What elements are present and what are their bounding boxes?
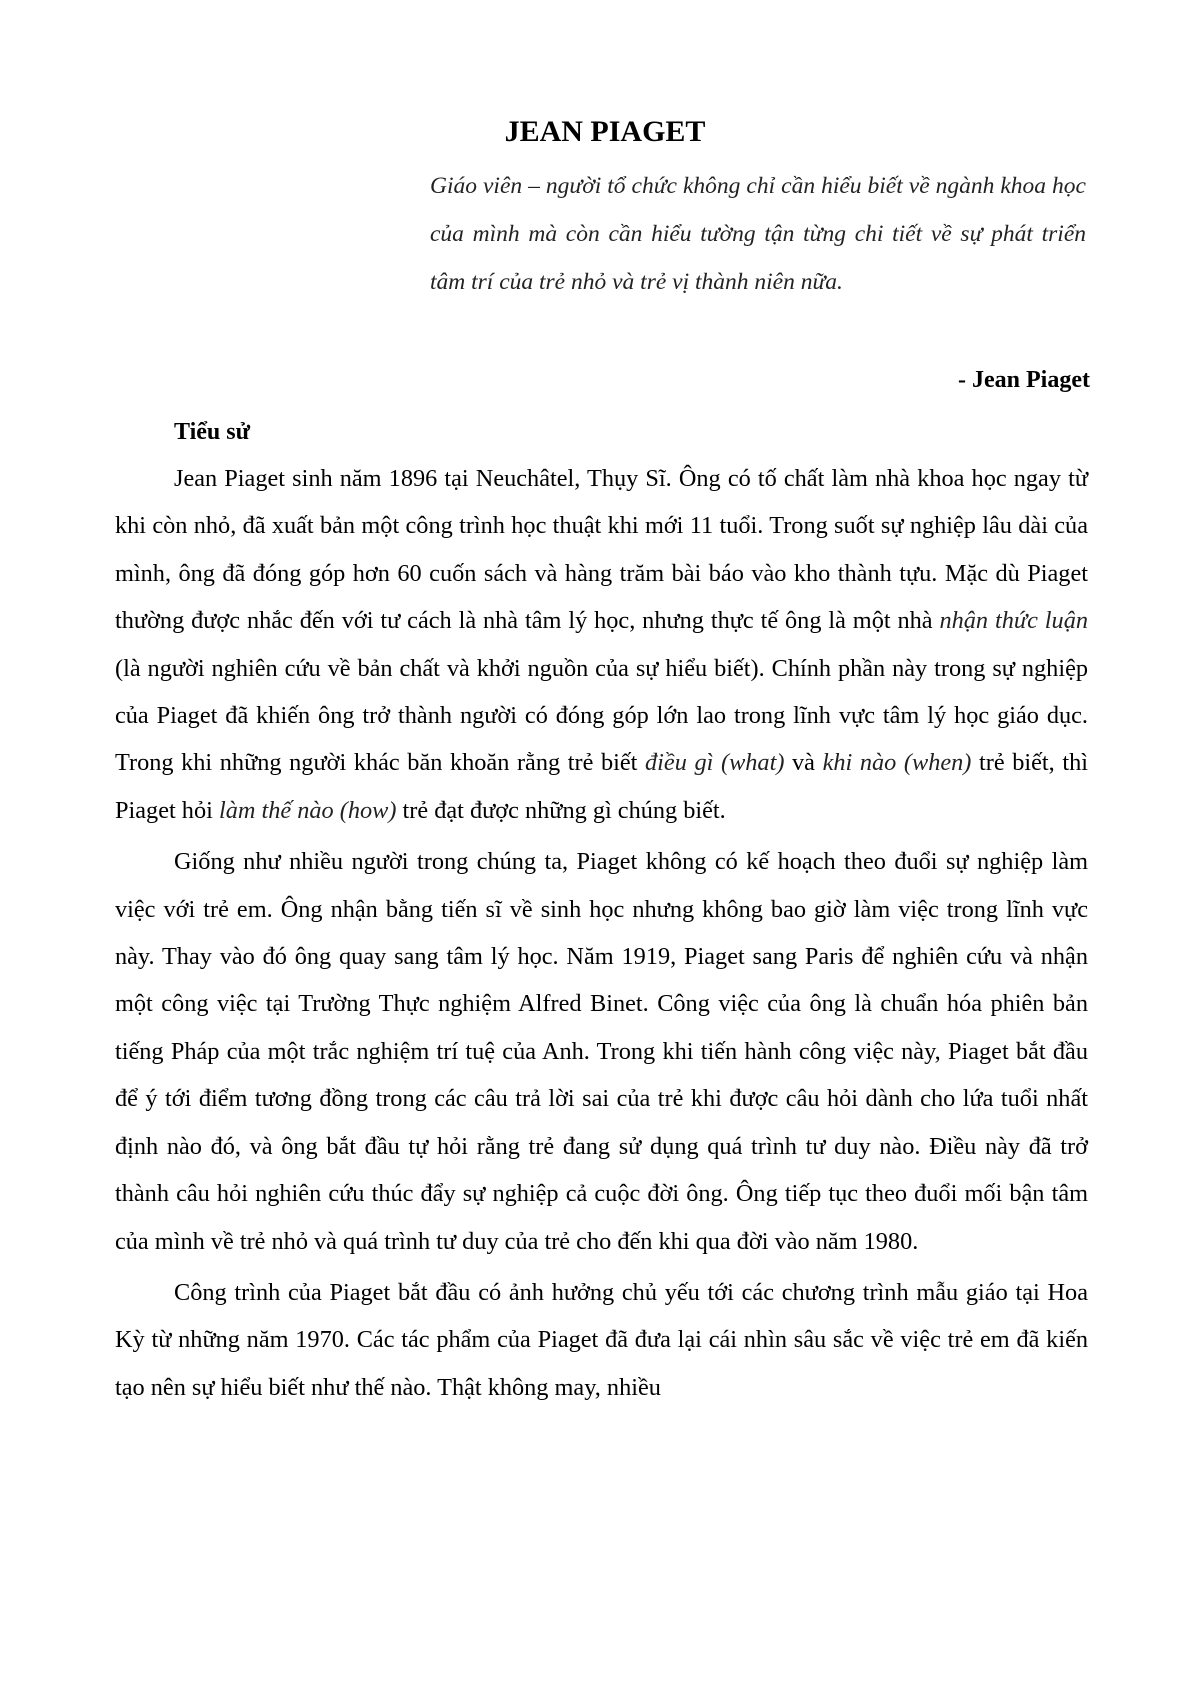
epigraph-attribution: - Jean Piaget — [958, 367, 1090, 393]
term-how: làm thế nào (how) — [218, 796, 397, 824]
term-what: điều gì (what) — [645, 749, 785, 777]
paragraph-1-part-4: trẻ biết, thì Piaget hỏi — [115, 749, 1088, 824]
document-title — [0, 112, 1200, 152]
epigraph-quote: Giáo viên – người tổ chức không chỉ cần hiểu biết về ngành khoa học của mình mà còn cần hiểu tường tận từng chi tiết về sự phát triển tâm trí của trẻ nhỏ và trẻ vị thành niên nữa. — [430, 173, 1086, 295]
body-text — [115, 455, 1088, 1412]
paragraph-1-part-5: trẻ đạt được những gì chúng biết. — [396, 796, 726, 824]
paragraph-3: Công trình của Piaget bắt đầu có ảnh hưởng chủ yếu tới các chương trình mẫu giáo tại Hoa Kỳ từ những năm 1970. Các tác phẩm của Piaget đã đưa lại cái nhìn sâu sắc về việc trẻ em đã kiến tạo nên sự hiểu biết như thế nào. Thật không may, nhiều — [115, 1278, 1088, 1401]
paragraph-2: Giống như nhiều người trong chúng ta, Piaget không có kế hoạch theo đuổi sự nghiệp làm việc với trẻ em. Ông nhận bằng tiến sĩ về sinh học nhưng không bao giờ làm việc trong lĩnh vực này. Thay vào đó ông quay sang tâm lý học. Năm 1919, Piaget sang Paris để nghiên cứu và nhận một công việc tại Trường Thực nghiệm Alfred Binet. Công việc của ông là chuẩn hóa phiên bản tiếng Pháp của một trắc nghiệm trí tuệ của Anh. Trong khi tiến hành công việc này, Piaget bắt đầu để ý tới điểm tương đồng trong các câu trả lời sai của trẻ khi được câu hỏi dành cho lứa tuổi nhất định nào đó, và ông bắt đầu tự hỏi rằng trẻ đang sử dụng quá trình tư duy nào. Điều này đã trở thành câu hỏi nghiên cứu thúc đẩy sự nghiệp cả cuộc đời ông. Ông tiếp tục theo đuổi mối bận tâm của mình về trẻ nhỏ và quá trình tư duy của trẻ cho đến khi qua đời vào năm 1980. — [115, 848, 1088, 1255]
paragraph-1-part-1: Jean Piaget sinh năm 1896 tại Neuchâtel, Thụy Sĩ. Ông có tố chất làm nhà khoa học ngay từ khi còn nhỏ, đã xuất bản một công trình học thuật khi mới 11 tuổi. Trong suốt sự nghiệp lâu dài của mình, ông đã đóng góp hơn 60 cuốn sách và hàng trăm bài báo vào kho thành tựu. Mặc dù Piaget thường được nhắc đến với tư cách là nhà tâm lý học, nhưng thực tế ông là một nhà — [115, 465, 1088, 635]
title-text: JEAN PIAGET — [504, 115, 706, 148]
term-when: khi nào (when) — [822, 749, 972, 777]
paragraph-1-part-3: và — [784, 749, 823, 777]
paragraph-1 — [115, 455, 1088, 834]
section-heading-biography: Tiểu sử — [174, 419, 250, 445]
paragraph-1-part-2: (là người nghiên cứu về bản chất và khởi nguồn của sự hiểu biết). Chính phần này trong sự nghiệp của Piaget đã khiến ông trở thành người có đóng góp lớn lao trong lĩnh vực tâm lý học giáo dục. Trong khi những người khác băn khoăn rằng trẻ biết — [115, 654, 1088, 777]
term-epistemologist: nhận thức luận — [939, 607, 1089, 635]
